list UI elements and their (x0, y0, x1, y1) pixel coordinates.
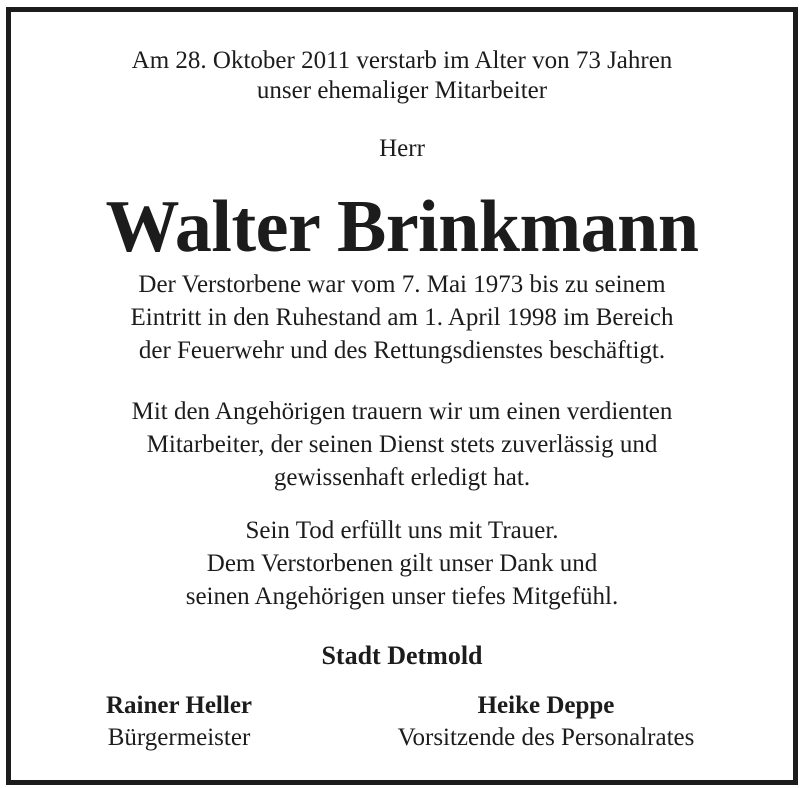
paragraph-2-line-2: Mitarbeiter, der seinen Dienst stets zuverlässig und (146, 431, 658, 458)
organization-name: Stadt Detmold (321, 641, 483, 670)
intro-line-1: Am 28. Oktober 2011 verstarb im Alter von 73 Jahren (131, 47, 673, 74)
signatory-right (351, 690, 741, 754)
obituary-content (11, 12, 793, 780)
paragraph-3-line-3: seinen Angehörigen unser tiefes Mitgefühl. (185, 583, 619, 610)
intro-line-2: unser ehemaliger Mitarbeiter (256, 77, 548, 104)
paragraph-1-line-3: der Feuerwehr und des Rettungsdienstes beschäftigt. (138, 337, 666, 364)
paragraph-1-line-2: Eintritt in den Ruhestand am 1. April 1998 im Bereich (130, 304, 674, 331)
paragraph-1-line-1: Der Verstorbene war vom 7. Mai 1973 bis zu seinem (138, 271, 666, 298)
obituary-frame (6, 7, 798, 785)
paragraph-3-line-2: Dem Verstorbenen gilt unser Dank und (206, 550, 598, 577)
paragraph-2-line-1: Mit den Angehörigen trauern wir um einen verdienten (131, 398, 673, 425)
salutation: Herr (379, 135, 425, 162)
signatory-name: Heike Deppe (477, 692, 615, 719)
paragraph-2-line-3: gewissenhaft erledigt hat. (273, 464, 531, 491)
signatory-role: Bürgermeister (107, 724, 251, 751)
deceased-name: Walter Brinkmann (105, 186, 699, 268)
signatory-name: Rainer Heller (105, 692, 253, 719)
signatory-role: Vorsitzende des Personalrates (397, 724, 695, 751)
signatory-left (69, 690, 289, 754)
paragraph-3-line-1: Sein Tod erfüllt uns mit Trauer. (245, 517, 559, 544)
